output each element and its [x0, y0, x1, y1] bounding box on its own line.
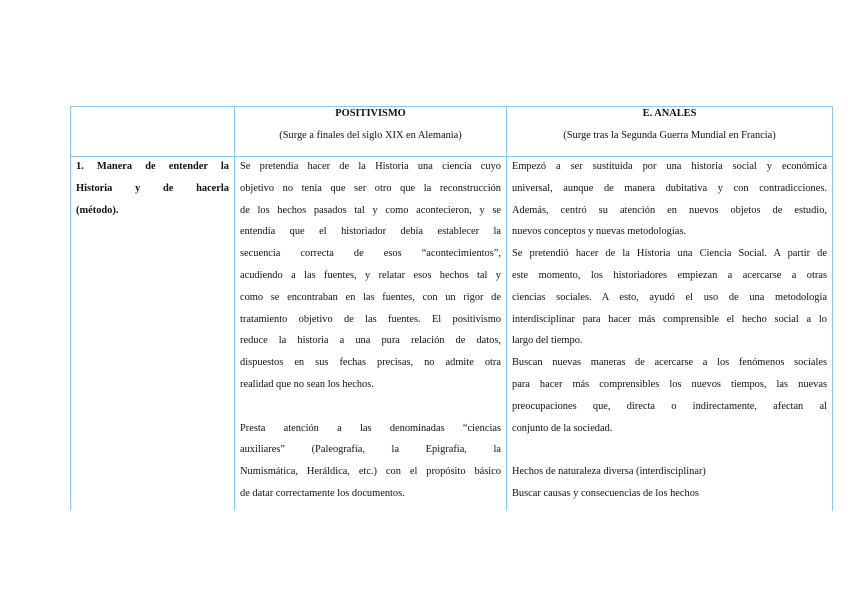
blank-line — [240, 396, 501, 418]
text-line: secuencia correcta de esos “acontecimientos”, — [240, 248, 501, 260]
text-line: Además, centró su atención en nuevos objetos de estudio, — [512, 204, 827, 216]
text-line: interdisciplinar para hacer más comprensible el hecho social a lo — [512, 313, 827, 325]
text-line: objetivo no tenía que ser otro que la reconstrucción — [240, 182, 501, 194]
text-line: de datar correctamente los documentos. — [240, 487, 405, 499]
text-line: Hechos de naturaleza diversa (interdisciplinar) — [512, 466, 706, 478]
row-label-line: (método). — [76, 204, 119, 216]
text-line: como se encontraban en las fuentes, con un rigor de — [240, 291, 501, 303]
text-line: dispuestos en sus fechas precisas, no admite otra — [240, 357, 501, 369]
text-line: entendía que el historiador debía establecer la — [240, 226, 501, 238]
text-line: Presta atención a las denominadas “ciencias — [240, 422, 501, 434]
row-label-line: 1. Manera de entender la — [76, 161, 229, 172]
row-label — [76, 156, 229, 221]
anales-heading: E. ANALES — [642, 108, 697, 119]
text-line: para hacer más comprensibles los nuevos tiempos, las nuevas — [512, 378, 827, 390]
text-line: preocupaciones que, directa o indirectamente, afectan al — [512, 400, 827, 412]
text-line: auxiliares” (Paleografía, la Epigrafía, la — [240, 444, 501, 456]
column-divider-2 — [506, 106, 507, 511]
positivismo-heading: POSITIVISMO — [335, 108, 406, 119]
text-line: este momento, los historiadores empiezan a acercarse a otras — [512, 269, 827, 281]
text-line: Numismática, Heráldica, etc.) con el propósito básico — [240, 466, 501, 478]
text-line: Empezó a ser sustituida por una historia social y económica — [512, 161, 827, 172]
text-line: nuevos conceptos y nuevas metodologías. — [512, 226, 687, 238]
anales-text — [512, 156, 827, 505]
blank-line — [512, 439, 827, 461]
text-line: universal, aunque de manera dubitativa y con contradicciones. — [512, 182, 827, 194]
text-line: realidad que no sean los hechos. — [240, 378, 374, 390]
text-line: de los hechos pasados tal y como acontecieron, y se — [240, 204, 501, 216]
text-line: conjunto de la sociedad. — [512, 422, 613, 434]
anales-subheading: (Surge tras la Segunda Guerra Mundial en Francia) — [563, 130, 776, 141]
table-left-border — [70, 106, 71, 511]
row-label-line: Historia y de hacerla — [76, 182, 229, 194]
text-line: reduce la historia a una pura relación de datos, — [240, 335, 501, 347]
text-line: Se pretendía hacer de la Historia una ciencia cuyo — [240, 161, 501, 172]
text-line: Se pretendió hacer de la Historia una Ciencia Social. A partir de — [512, 248, 827, 260]
comparison-table — [70, 106, 833, 511]
text-line: tratamiento objetivo de las fuentes. El positivismo — [240, 313, 501, 325]
table-right-border — [832, 106, 833, 511]
column-divider-1 — [234, 106, 235, 511]
text-line: acudiendo a las fuentes, y relatar esos hechos tal y — [240, 269, 501, 281]
positivismo-subheading: (Surge a finales del siglo XIX en Alemania) — [279, 130, 462, 141]
text-line: largo del tiempo. — [512, 335, 583, 347]
text-line: Buscar causas y consecuencias de los hechos — [512, 487, 699, 499]
text-line: Buscan nuevas maneras de acercarse a los fenómenos sociales — [512, 357, 827, 369]
text-line: ciencias sociales. A esto, ayudó el uso de una metodología — [512, 291, 827, 303]
positivismo-text — [240, 156, 501, 505]
